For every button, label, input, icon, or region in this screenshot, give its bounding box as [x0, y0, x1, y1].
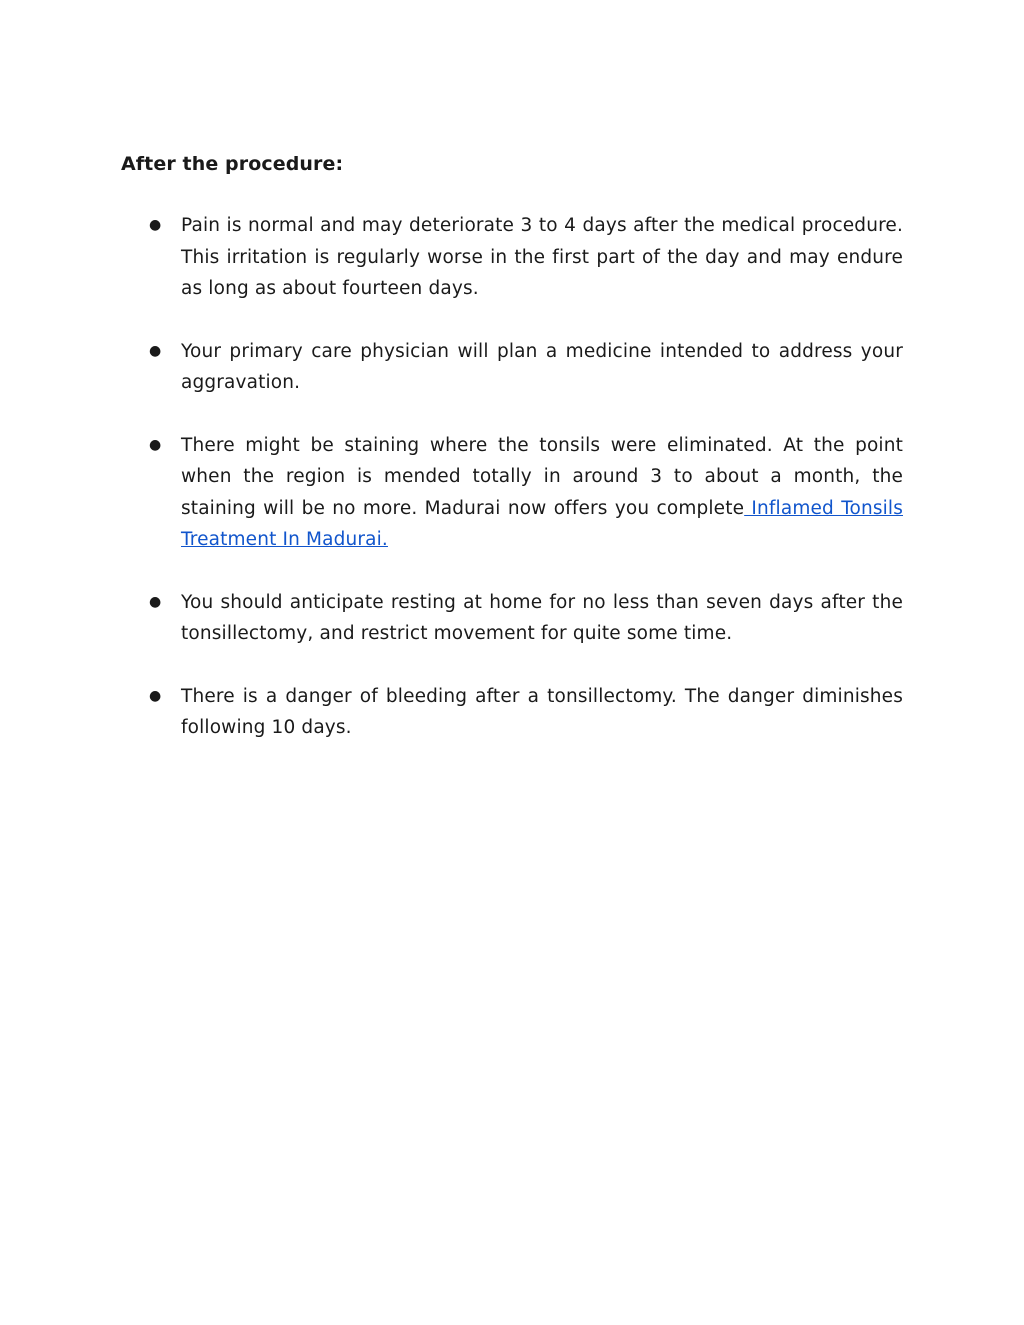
list-item — [121, 210, 903, 305]
list-item — [121, 430, 903, 556]
aftercare-list — [121, 210, 903, 744]
list-item — [121, 336, 903, 399]
list-item — [121, 681, 903, 744]
list-item-text: Pain is normal and may deteriorate 3 to 4 days after the medical procedure. This irritation is regularly worse in the first part of the day and may endure as long as about fourteen days. — [181, 215, 903, 299]
bullet-icon: ● — [149, 217, 162, 233]
bullet-icon: ● — [149, 593, 162, 610]
list-item-text: Your primary care physician will plan a medicine intended to address your aggravation. — [181, 340, 903, 393]
bullet-icon: ● — [149, 687, 162, 704]
treatment-link[interactable]: Inflamed Tonsils Treatment In Madurai. — [181, 497, 903, 550]
list-item-text: There might be staining where the tonsils were eliminated. At the point when the region is mended totally in around 3 to about a month, the staining will be no more. Madurai now offers you complete — [181, 434, 903, 519]
section-heading: After the procedure: — [121, 153, 344, 175]
list-item-text: You should anticipate resting at home for no less than seven days after the tonsillectomy, and restrict movement for quite some time. — [181, 591, 903, 644]
list-item-text: There is a danger of bleeding after a tonsillectomy. The danger diminishes following 10 days. — [181, 685, 903, 738]
bullet-icon: ● — [149, 436, 162, 453]
bullet-icon: ● — [149, 342, 162, 359]
list-item — [121, 587, 903, 650]
